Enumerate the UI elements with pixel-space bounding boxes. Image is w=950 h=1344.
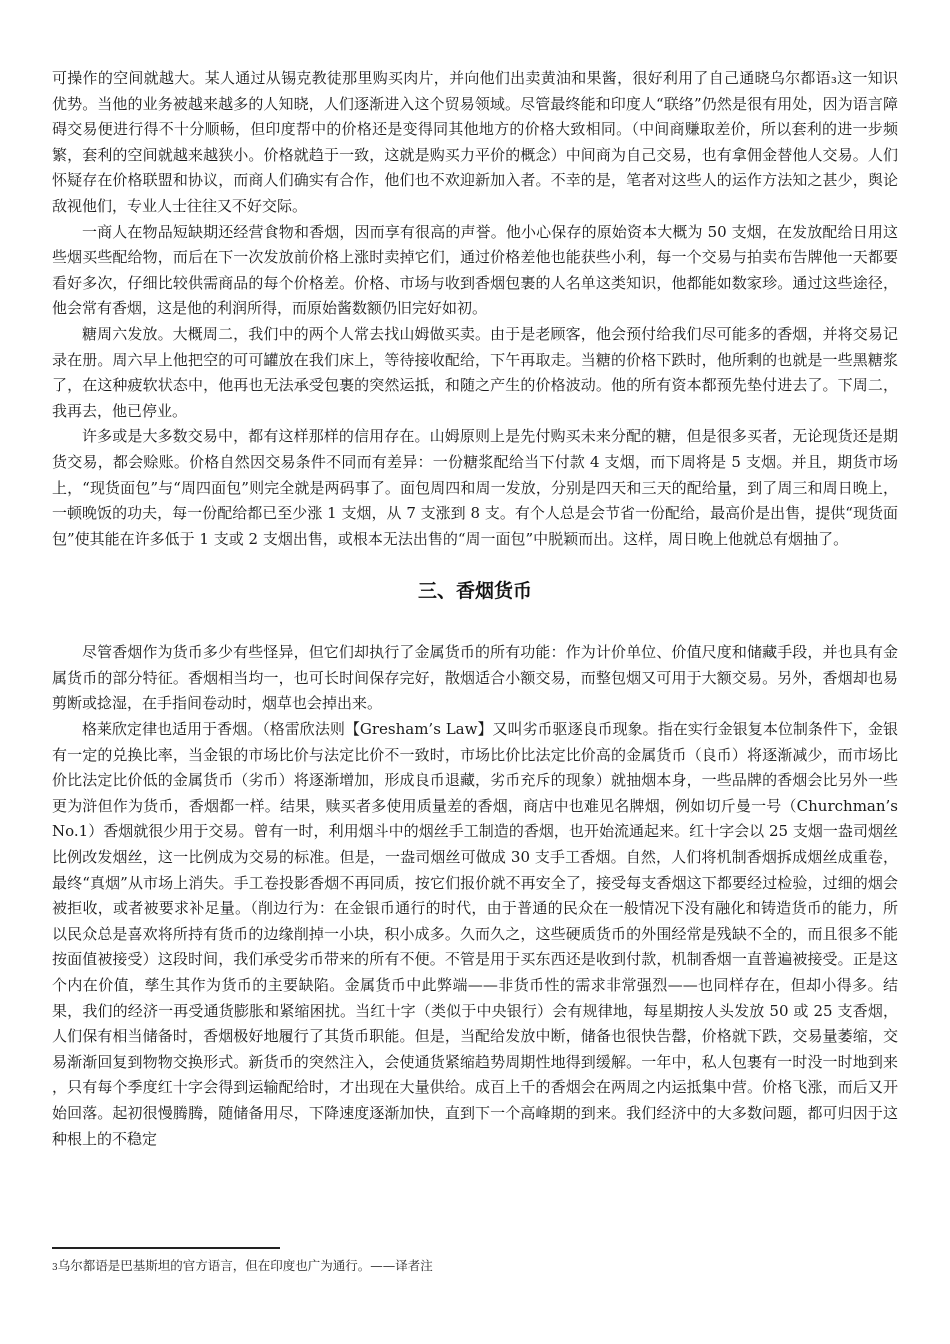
paragraph-2: 一商人在物品短缺期还经营食物和香烟，因而享有很高的声誉。他小心保存的原始资本大概为 50 支烟，在发放配给日用这些烟买些配给物，而后在下一次发放前价格上涨时卖掉它们，通过价格差他也能获些小利，每一个交易与拍卖布告牌他一天都要看好多次，仔细比较供需商品的每个价格差。价格、市场与收到香烟包裹的人名单这类知识，他都能如数家珍。通过这些途径，他会常有香烟，这是他的利润所得，而原始酱数额仍旧完好如初。: [52, 222, 898, 318]
paragraph-6: 格莱欣定律也适用于香烟。（格雷欣法则【Gresham’s Law】又叫劣币驱逐良币现象。指在实行金银复本位制条件下，金银有一定的兑换比率，当金银的市场比价与法定比价不一致时，市场比价比法定比价高的金属货币（良币）将逐渐减少，而市场比价比法定比价低的金属货币（劣币）将逐渐增加，形成良币退藏，劣币充斥的现象）就抽烟本身，一些品牌的香烟会比另外一些更为浒但作为货币，香烟都一样。结果，赎买者多使用质量差的香烟，商店中也难见名牌烟，例如切斤曼一号（Churchman’s No.1）香烟就很少用于交易。曾有一时，利用烟斗中的烟丝手工制造的香烟，也开始流通起来。红十字会以 25 支烟一盎司烟丝比例改发烟丝，这一比例成为交易的标准。但是，一盎司烟丝可做成 30 支手工香烟。自然，人们将机制香烟拆成烟丝成重卷，最终“真烟”从市场上消失。手工卷投影香烟不再同质，按它们报价就不再安全了，接受每支香烟这下都要经过检验，过细的烟会被拒收，或者被要求补足量。（削边行为：在金银币通行的时代，由于普通的民众在一般情况下没有融化和铸造货币的能力，所以民众总是喜欢将所持有货币的边缘削掉一小块，积小成多。久而久之，这些硬质货币的外围经常是残缺不全的，而且很多不能按面值被接受）这段时间，我们承受劣币带来的所有不便。不管是用于买东西还是收到付款，机制香烟一直普遍被接受。正是这个内在价值，孳生其作为货币的主要缺陷。金属货币中此弊端——非货币性的需求非常强烈——也同样存在，但却小得多。结果，我们的经济一再受通货膨胀和紧缩困扰。当红十字（类似于中央银行）会有规律地，每星期按人头发放 50 或 25 支香烟，人们保有相当储备时，香烟极好地履行了其货币职能。但是，当配给发放中断，储备也很快告罄，价格就下跌，交易量萎缩，交易渐渐回复到物物交换形式。新货币的突然注入，会使通货紧缩趋势周期性地得到缓解。一年中，私人包裹有一时没一时地到来 ，只有每个季度红十字会得到运输配给时，才出现在大量供给。成百上千的香烟会在两周之内运抵集中营。价格飞涨，而后又开始回落。起初很慢腾腾，随储备用尽，下降速度逐渐加快，直到下一个高峰期的到来。我们经济中的大多数问题，都可归因于这种根上的不稳定: [52, 720, 898, 1148]
paragraph-4: 许多或是大多数交易中，都有这样那样的信用存在。山姆原则上是先付购买未来分配的糖，但是很多买者，无论现货还是期货交易，都会赊账。价格自然因交易条件不同而有差异：一份糖浆配给当下付款 4 支烟，而下周将是 5 支烟。并且，期货市场上，“现货面包”与“周四面包”则完全就是两码事了。面包周四和周一发放，分别是四天和三天的配给量，到了周三和周日晚上，一顿晚饭的功夫，每一份配给都已至少涨 1 支烟，从 7 支涨到 8 支。有个人总是会节省一份配给，最高价是出售，提供“现货面包”使其能在许多低于 1 支或 2 支烟出售，或根本无法出售的“周一面包”中脱颖而出。这样，周日晚上他就总有烟抽了。: [52, 427, 898, 548]
section-heading: 三、香烟货币: [417, 580, 532, 603]
paragraph-3: 糖周六发放。大概周二，我们中的两个人常去找山姆做买卖。由于是老顾客，他会预付给我们尽可能多的香烟，并将交易记录在册。周六早上他把空的可可罐放在我们床上，等待接收配给，下午再取走。当糖的价格下跌时，他所剩的也就是一些黑糖浆了，在这种疲软状态中，他再也无法承受包裹的突然运抵，和随之产生的价格波动。他的所有资本都预先垫付进去了。下周二，我再去，他已停业。: [52, 324, 898, 420]
footnote: [52, 1258, 433, 1276]
footnote-divider: [52, 1247, 280, 1249]
paragraph-1: 可操作的空间就越大。某人通过从锡克教徒那里购买肉片，并向他们出卖黄油和果酱，很好利用了自己通晓乌尔都语₃这一知识优势。当他的业务被越来越多的人知晓，人们逐渐进入这个贸易领域。尽管最终能和印度人“联络”仍然是很有用处，因为语言障碍交易便进行得不十分顺畅，但印度帮中的价格还是变得同其他地方的价格大致相同。（中间商赚取差价，所以套利的进一步频繁，套利的空间就越来越狭小。价格就趋于一致，这就是购买力平价的概念）中间商为自己交易，也有拿佣金替他人交易。人们怀疑存在价格联盟和协议，而商人们确实有合作，他们也不欢迎新加入者。不幸的是，笔者对这些人的运作方法知之甚少，舆论敌视他们，专业人士往往又不好交际。: [52, 69, 898, 215]
footnote-text: 乌尔都语是巴基斯坦的官方语言，但在印度也广为通行。——译者注: [57, 1258, 433, 1273]
paragraph-5: 尽管香烟作为货币多少有些怪异，但它们却执行了金属货币的所有功能：作为计价单位、价值尺度和储藏手段，并也具有金属货币的部分特征。香烟相当均一，也可长时间保存完好，散烟适合小额交易，而整包烟又可用于大额交易。另外，香烟却也易剪断或捻湿，在手指间卷动时，烟草也会掉出来。: [52, 643, 898, 713]
footnote-mark: 3: [52, 1263, 58, 1273]
page-body: [52, 66, 898, 1152]
